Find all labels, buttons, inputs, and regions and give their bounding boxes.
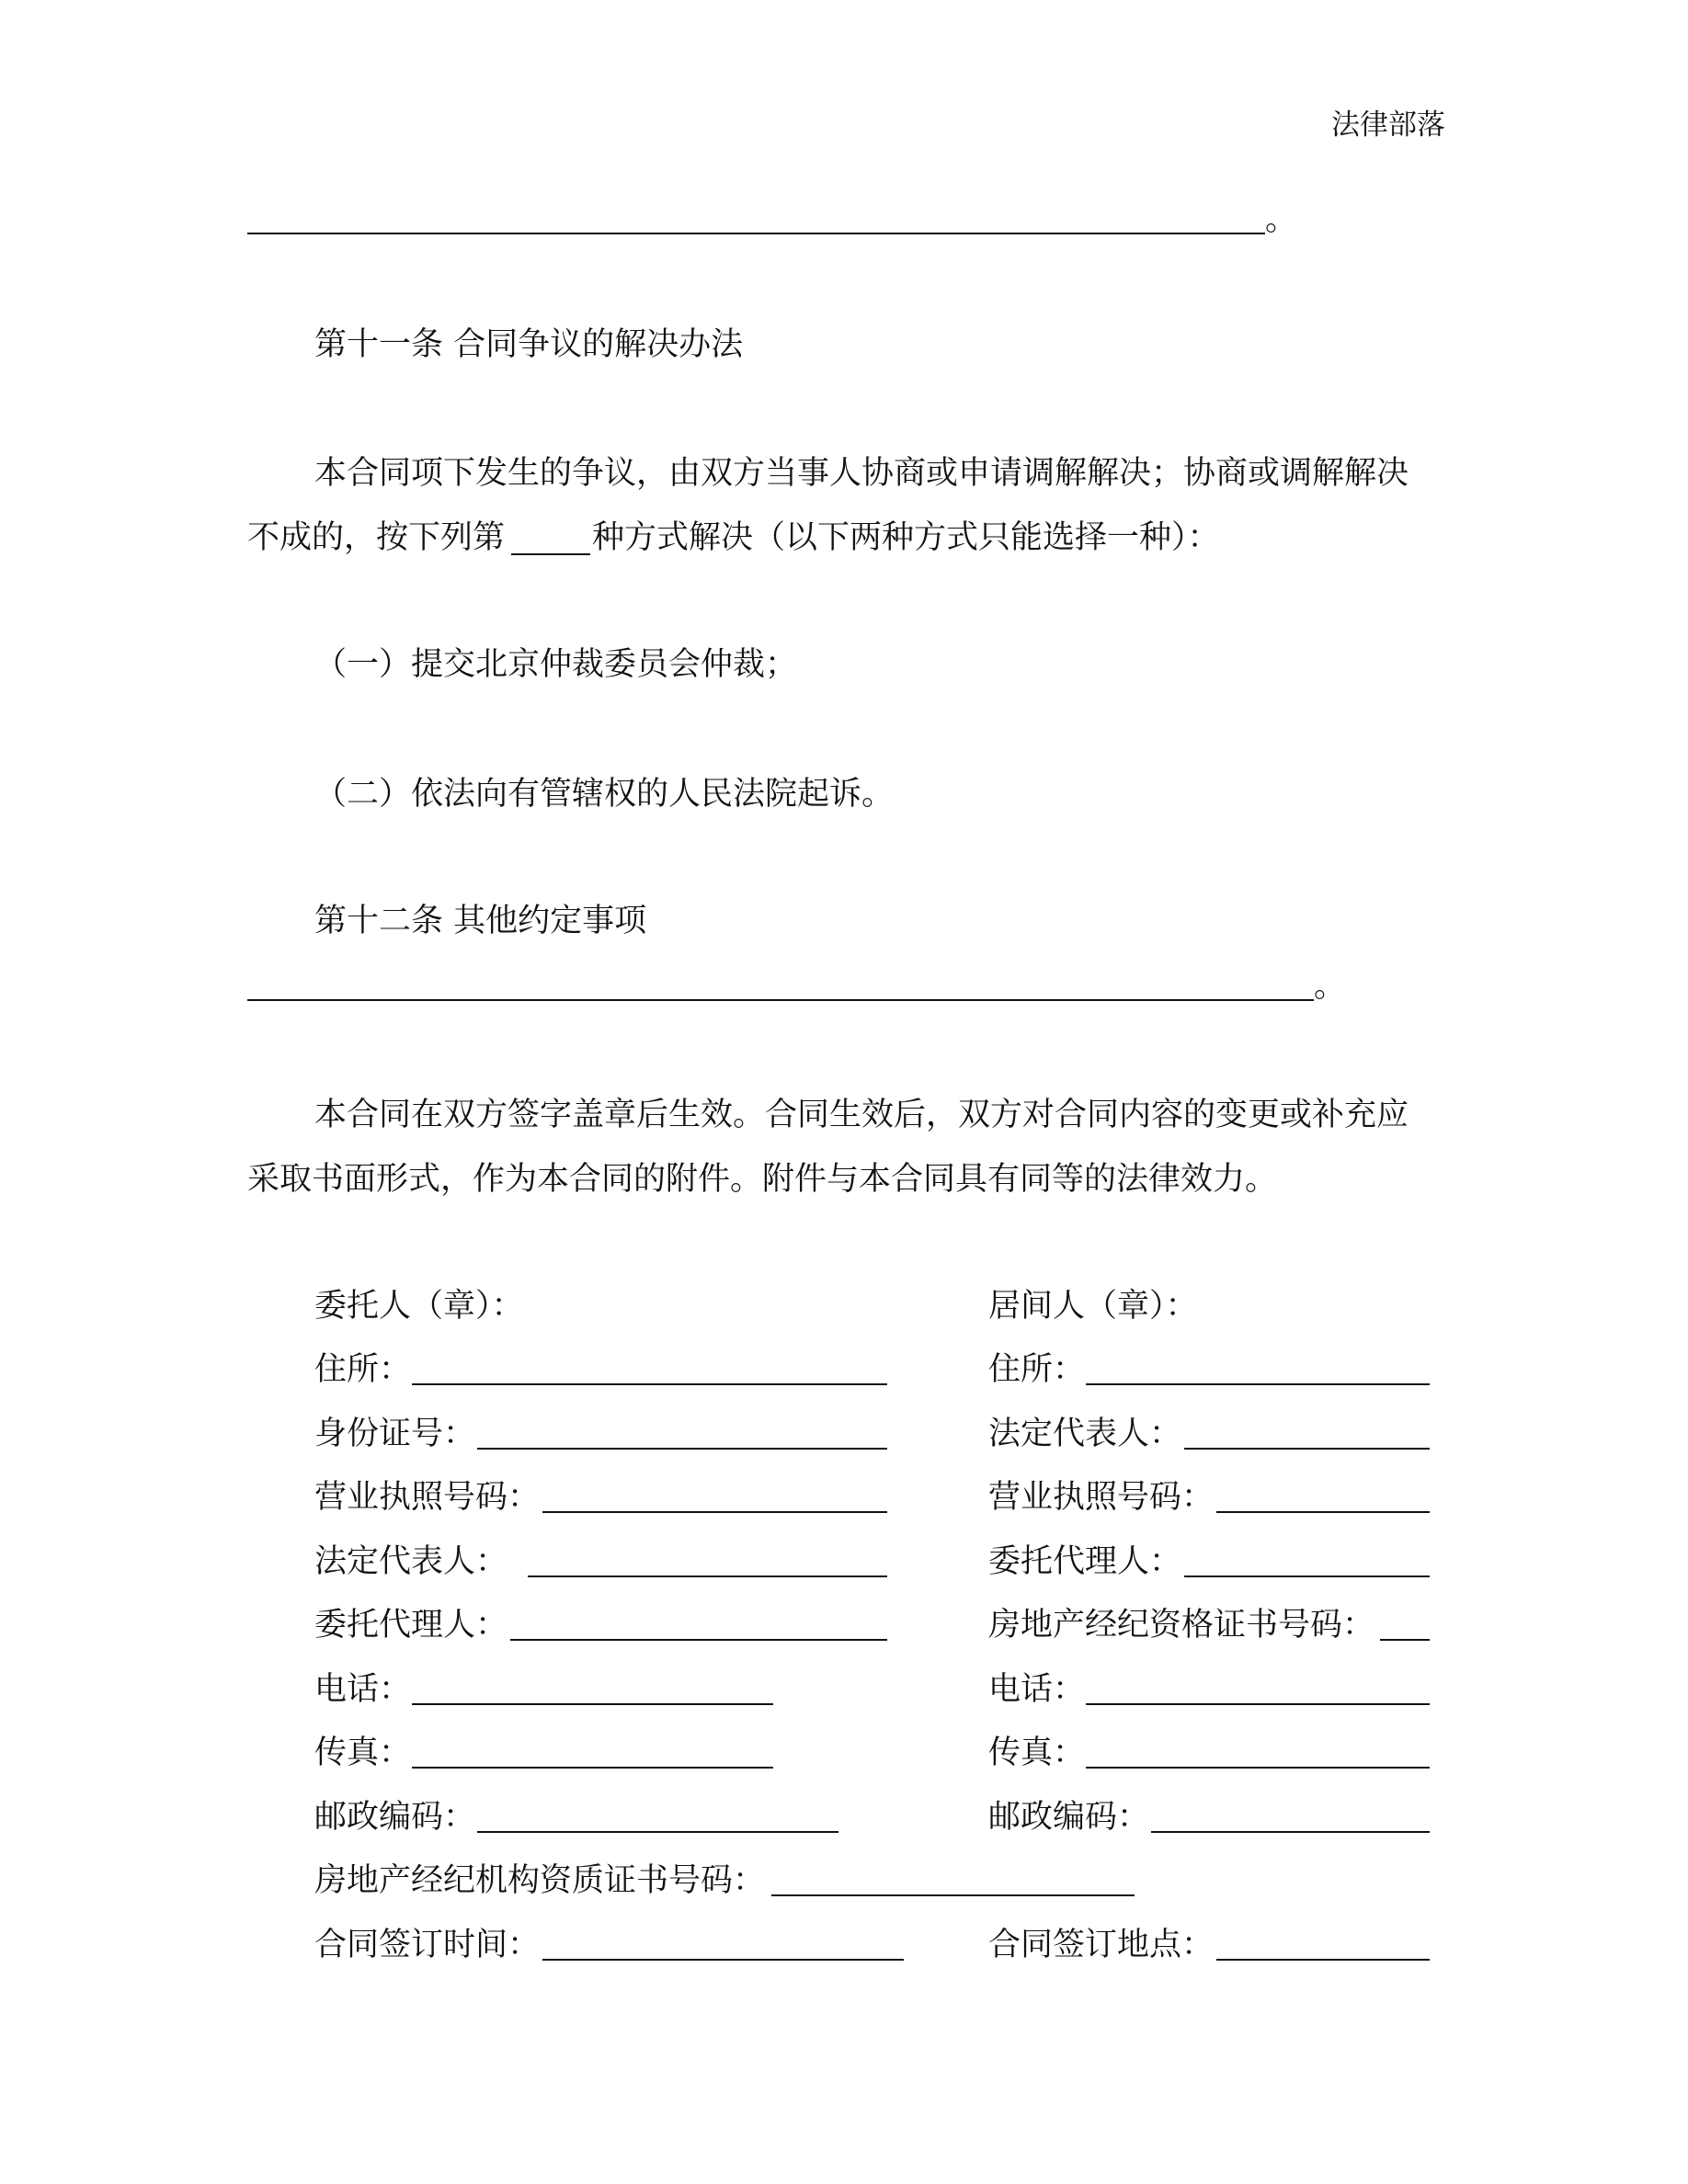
broker-legal-rep-label: 法定代表人： [988,1416,1182,1452]
client-license-label: 营业执照号码： [314,1479,541,1516]
option-1-arbitration: （一）提交北京仲裁委员会仲裁； [314,646,798,683]
client-fax-field[interactable] [412,1767,773,1769]
client-license-field[interactable] [542,1511,887,1513]
broker-address-field[interactable] [1086,1383,1430,1385]
broker-address-label: 住所： [988,1351,1086,1388]
client-id-label: 身份证号： [314,1416,476,1452]
option-2-court: （二）依法向有管辖权的人民法院起诉。 [314,776,895,813]
sign-time-field[interactable] [542,1959,904,1961]
broker-title: 居间人（章）： [988,1288,1198,1325]
sign-place-label: 合同签订地点： [988,1927,1215,1963]
broker-legal-rep-field[interactable] [1184,1448,1430,1450]
article-11-para-line2-pre: 不成的，按下列第 [247,519,506,556]
broker-fax-label: 传真： [988,1735,1086,1771]
broker-cert-field[interactable] [1380,1639,1430,1641]
client-address-field[interactable] [412,1383,887,1385]
effect-para-line2: 采取书面形式，作为本合同的附件。附件与本合同具有同等的法律效力。 [247,1161,1278,1198]
broker-phone-label: 电话： [988,1671,1086,1708]
sign-time-label: 合同签订时间： [314,1927,541,1963]
period-mark: 。 [1314,968,1347,1005]
broker-license-label: 营业执照号码： [988,1479,1215,1516]
broker-postcode-label: 邮政编码： [988,1799,1150,1836]
article-11-para-line1: 本合同项下发生的争议，由双方当事人协商或申请调解解决；协商或调解解决 [314,455,1409,492]
article-11-title: 第十一条 合同争议的解决办法 [314,326,744,363]
sign-place-field[interactable] [1216,1959,1430,1961]
article-11-para-line2-post: 种方式解决（以下两种方式只能选择一种）： [592,519,1220,556]
broker-postcode-field[interactable] [1151,1831,1430,1833]
client-title: 委托人（章）： [314,1288,524,1325]
broker-agent-field[interactable] [1184,1575,1430,1577]
period-mark: 。 [1265,201,1298,238]
method-number-blank[interactable] [511,553,590,555]
client-phone-field[interactable] [412,1703,773,1705]
client-address-label: 住所： [314,1351,412,1388]
broker-agent-label: 委托代理人： [988,1543,1182,1580]
client-agent-field[interactable] [510,1639,887,1641]
blank-line-top[interactable] [247,233,1265,234]
article-12-title: 第十二条 其他约定事项 [314,903,647,939]
client-postcode-label: 邮政编码： [314,1799,476,1836]
client-id-field[interactable] [477,1448,887,1450]
client-postcode-field[interactable] [477,1831,838,1833]
effect-para-line1: 本合同在双方签字盖章后生效。合同生效后，双方对合同内容的变更或补充应 [314,1097,1409,1133]
broker-license-field[interactable] [1216,1511,1430,1513]
broker-phone-field[interactable] [1086,1703,1430,1705]
client-phone-label: 电话： [314,1671,412,1708]
agency-cert-label: 房地产经纪机构资质证书号码： [314,1862,766,1899]
client-legal-rep-field[interactable] [528,1575,887,1577]
other-terms-blank[interactable] [247,999,1314,1001]
broker-cert-label: 房地产经纪资格证书号码： [988,1607,1375,1644]
broker-fax-field[interactable] [1086,1767,1430,1769]
client-agent-label: 委托代理人： [314,1607,508,1644]
agency-cert-field[interactable] [771,1894,1135,1896]
client-legal-rep-label: 法定代表人： [314,1543,508,1580]
header-site-name: 法律部落 [1331,108,1445,142]
client-fax-label: 传真： [314,1735,412,1771]
